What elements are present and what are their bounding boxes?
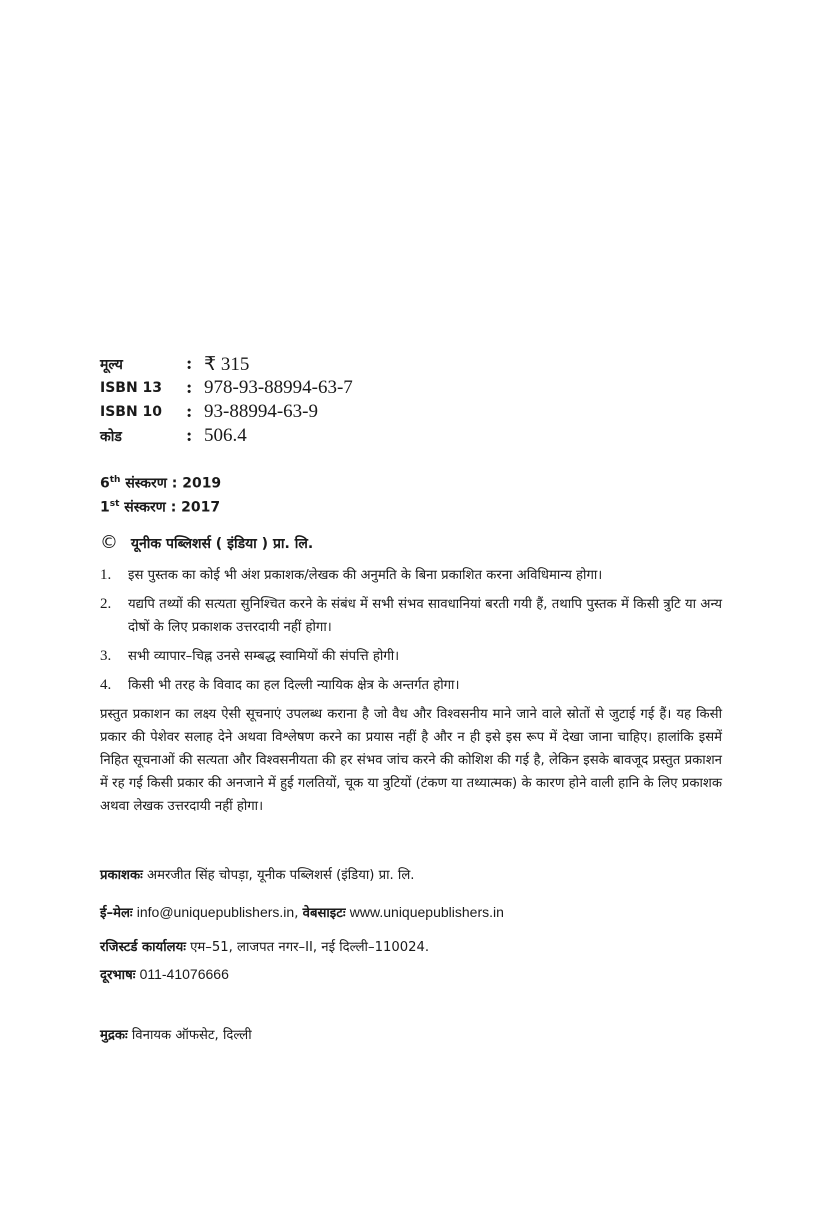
- edition-ordinal: 1: [100, 499, 110, 516]
- edition-ordinal: 6: [100, 475, 110, 492]
- term-number: 4.: [100, 677, 112, 693]
- list-item: [100, 645, 722, 668]
- list-item: [100, 674, 722, 697]
- printer-line: [100, 1024, 722, 1048]
- isbn13-value: 978-93-88994-63-7: [204, 377, 353, 398]
- phone-value: 011-41076666: [139, 966, 229, 982]
- meta-colon: :: [186, 378, 193, 398]
- term-number: 2.: [100, 596, 112, 612]
- edition-list: [100, 468, 722, 516]
- office-line: [100, 936, 722, 960]
- website-label: वेबसाइटः: [302, 906, 346, 921]
- publisher-line: [100, 864, 722, 888]
- imprint-page: [100, 352, 722, 1060]
- price-value: ₹ 315: [204, 353, 250, 375]
- edition-label: संस्करण: [125, 475, 167, 492]
- copyright-line: [100, 530, 722, 556]
- edition-line: [100, 468, 722, 492]
- contact-line: [100, 900, 722, 924]
- publisher-details: [100, 864, 722, 1048]
- copyright-icon: ©: [100, 532, 118, 553]
- meta-colon: :: [186, 426, 193, 446]
- edition-suffix: th: [109, 475, 121, 485]
- term-text: किसी भी तरह के विवाद का हल दिल्ली न्यायिक क्षेत्र के अन्तर्गत होगा।: [128, 678, 460, 693]
- meta-label: मूल्य: [100, 356, 123, 373]
- copyright-holder: यूनीक पब्लिशर्स ( इंडिया ) प्रा. लि.: [130, 536, 314, 552]
- office-value: एम–51, लाजपत नगर–II, नई दिल्ली–110024.: [190, 940, 430, 955]
- term-number: 1.: [100, 567, 112, 583]
- edition-label: संस्करण: [124, 499, 166, 516]
- printer-value: विनायक ऑफसेट, दिल्ली: [131, 1028, 252, 1043]
- term-text: सभी व्यापार–चिह्न उनसे सम्बद्ध स्वामियों की संपत्ति होगी।: [128, 649, 400, 664]
- meta-label: ISBN 10: [100, 404, 163, 420]
- terms-list: [100, 564, 722, 697]
- phone-label: दूरभाषः: [100, 968, 136, 983]
- list-item: [100, 593, 722, 639]
- publisher-value: अमरजीत सिंह चोपड़ा, यूनीक पब्लिशर्स (इंडिया) प्रा. लि.: [147, 868, 415, 883]
- contact-separator: ,: [294, 906, 299, 921]
- meta-colon: :: [186, 402, 193, 422]
- term-text: इस पुस्तक का कोई भी अंश प्रकाशक/लेखक की अनुमति के बिना प्रकाशित करना अविधिमान्य होगा।: [128, 568, 603, 583]
- printer-label: मुद्रकः: [100, 1028, 128, 1043]
- term-text: यद्यपि तथ्यों की सत्यता सुनिश्चित करने के संबंध में सभी संभव सावधानियां बरती गयी हैं, तथापि पुस्तक में किसी त्रुटि या अन्य दोषों के लिए प्रकाशक उत्तरदायी नहीं होगा।: [128, 597, 722, 635]
- office-label: रजिस्टर्ड कार्यालयः: [100, 940, 186, 955]
- meta-label: ISBN 13: [100, 380, 163, 396]
- isbn13-row: [100, 376, 353, 400]
- term-number: 3.: [100, 648, 112, 664]
- code-row: [100, 424, 353, 448]
- price-row: [100, 352, 353, 376]
- isbn10-value: 93-88994-63-9: [204, 401, 318, 422]
- email-value: info@uniquepublishers.in: [136, 904, 295, 920]
- disclaimer-paragraph: प्रस्तुत प्रकाशन का लक्ष्य ऐसी सूचनाएं उपलब्ध कराना है जो वैध और विश्वसनीय माने जाने वाले स्रोतों से जुटाई गई हैं। यह किसी प्रकार की पेशेवर सलाह देने अथवा विश्लेषण करने का प्रयास नहीं है और न ही इसे इस रूप में देखा जाना चाहिए। हालांकि इसमें निहित सूचनाओं की सत्यता और विश्वसनीयता की हर संभव जांच करने की कोशिश की गई है, लेकिन इसके बावजूद प्रस्तुत प्रकाशन में रह गई किसी प्रकार की अनजाने में हुई गलतियों, चूक या त्रुटियों (टंकण या तथ्यात्मक) के कारण होने वाली हानि के लिए प्रकाशक अथवा लेखक उत्तरदायी नहीं होगा।: [100, 707, 722, 814]
- list-item: [100, 564, 722, 587]
- email-label: ई–मेलः: [100, 906, 133, 921]
- meta-colon: :: [186, 354, 193, 374]
- publisher-label: प्रकाशकः: [100, 868, 143, 883]
- edition-year: : 2017: [170, 499, 221, 516]
- website-value: www.uniquepublishers.in: [349, 904, 504, 920]
- book-meta-table: [100, 352, 353, 448]
- code-value: 506.4: [204, 425, 247, 446]
- meta-label: कोड: [100, 428, 122, 445]
- phone-line: [100, 962, 722, 986]
- edition-year: : 2019: [171, 475, 222, 492]
- edition-line: [100, 492, 722, 516]
- edition-suffix: st: [109, 499, 120, 509]
- isbn10-row: [100, 400, 353, 424]
